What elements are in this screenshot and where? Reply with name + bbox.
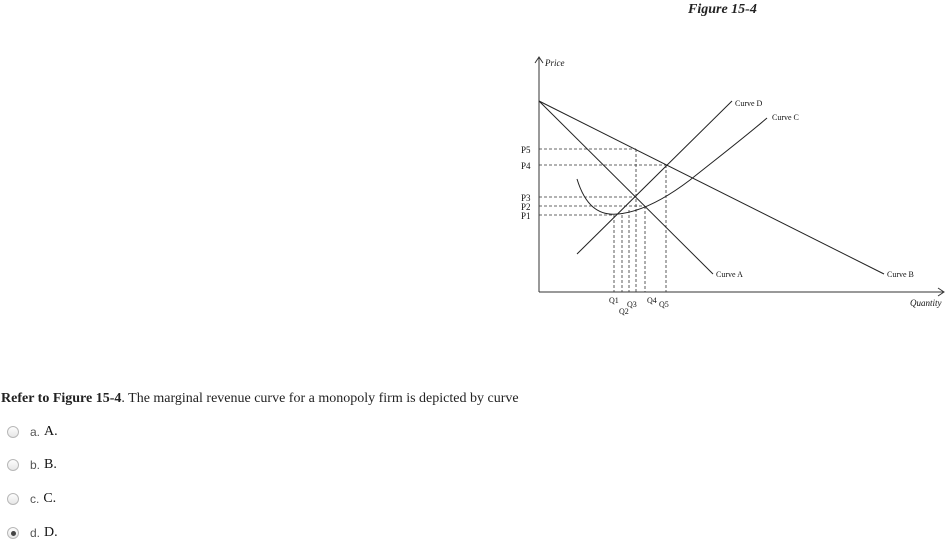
curve-d-line [577,101,732,254]
answer-option-a[interactable] [7,422,58,442]
price-label-p1: P1 [521,211,531,221]
answer-option-d[interactable] [7,523,58,543]
curve-b-line [539,101,884,274]
option-a-letter: a. [30,425,41,439]
option-b-letter: b. [30,458,41,472]
radio-b-icon[interactable] [7,459,19,471]
answer-option-c[interactable] [7,489,56,509]
curve-c-line [577,118,767,214]
price-label-p2: P2 [521,202,531,212]
curve-a-label: Curve A [716,270,743,279]
curve-b-label: Curve B [887,270,914,279]
dashed-guides [539,149,666,292]
figure-title: Figure 15-4 [688,2,757,17]
curve-c-label: Curve C [772,113,799,122]
question-text [1,391,519,407]
curve-a-line [539,101,713,274]
radio-c-icon[interactable] [7,493,19,505]
price-label-p3: P3 [521,193,531,203]
price-label-p4: P4 [521,161,531,171]
radio-a-icon[interactable] [7,426,19,438]
curve-d-label: Curve D [735,99,763,108]
axes [535,57,944,296]
option-b-text: B. [44,457,57,472]
question-body: . The marginal revenue curve for a monopoly firm is depicted by curve [121,391,519,406]
option-a-text: A. [44,424,58,439]
curves [539,101,884,274]
quantity-label-q2: Q2 [619,307,629,316]
quantity-label-q3: Q3 [627,300,637,309]
quantity-label-q4: Q4 [647,296,657,305]
answer-option-b[interactable] [7,455,57,475]
x-axis-label: Quantity [910,298,942,308]
quantity-label-q5: Q5 [659,300,669,309]
radio-d-icon[interactable] [7,527,19,539]
quantity-label-q1: Q1 [609,296,619,305]
option-d-text: D. [44,525,58,540]
option-c-text: C. [43,491,57,506]
option-c-letter: c. [30,492,40,506]
price-label-p5: P5 [521,145,531,155]
y-axis-label: Price [545,58,565,68]
figure-reference: Refer to Figure 15-4 [1,391,122,406]
option-d-letter: d. [30,526,41,540]
